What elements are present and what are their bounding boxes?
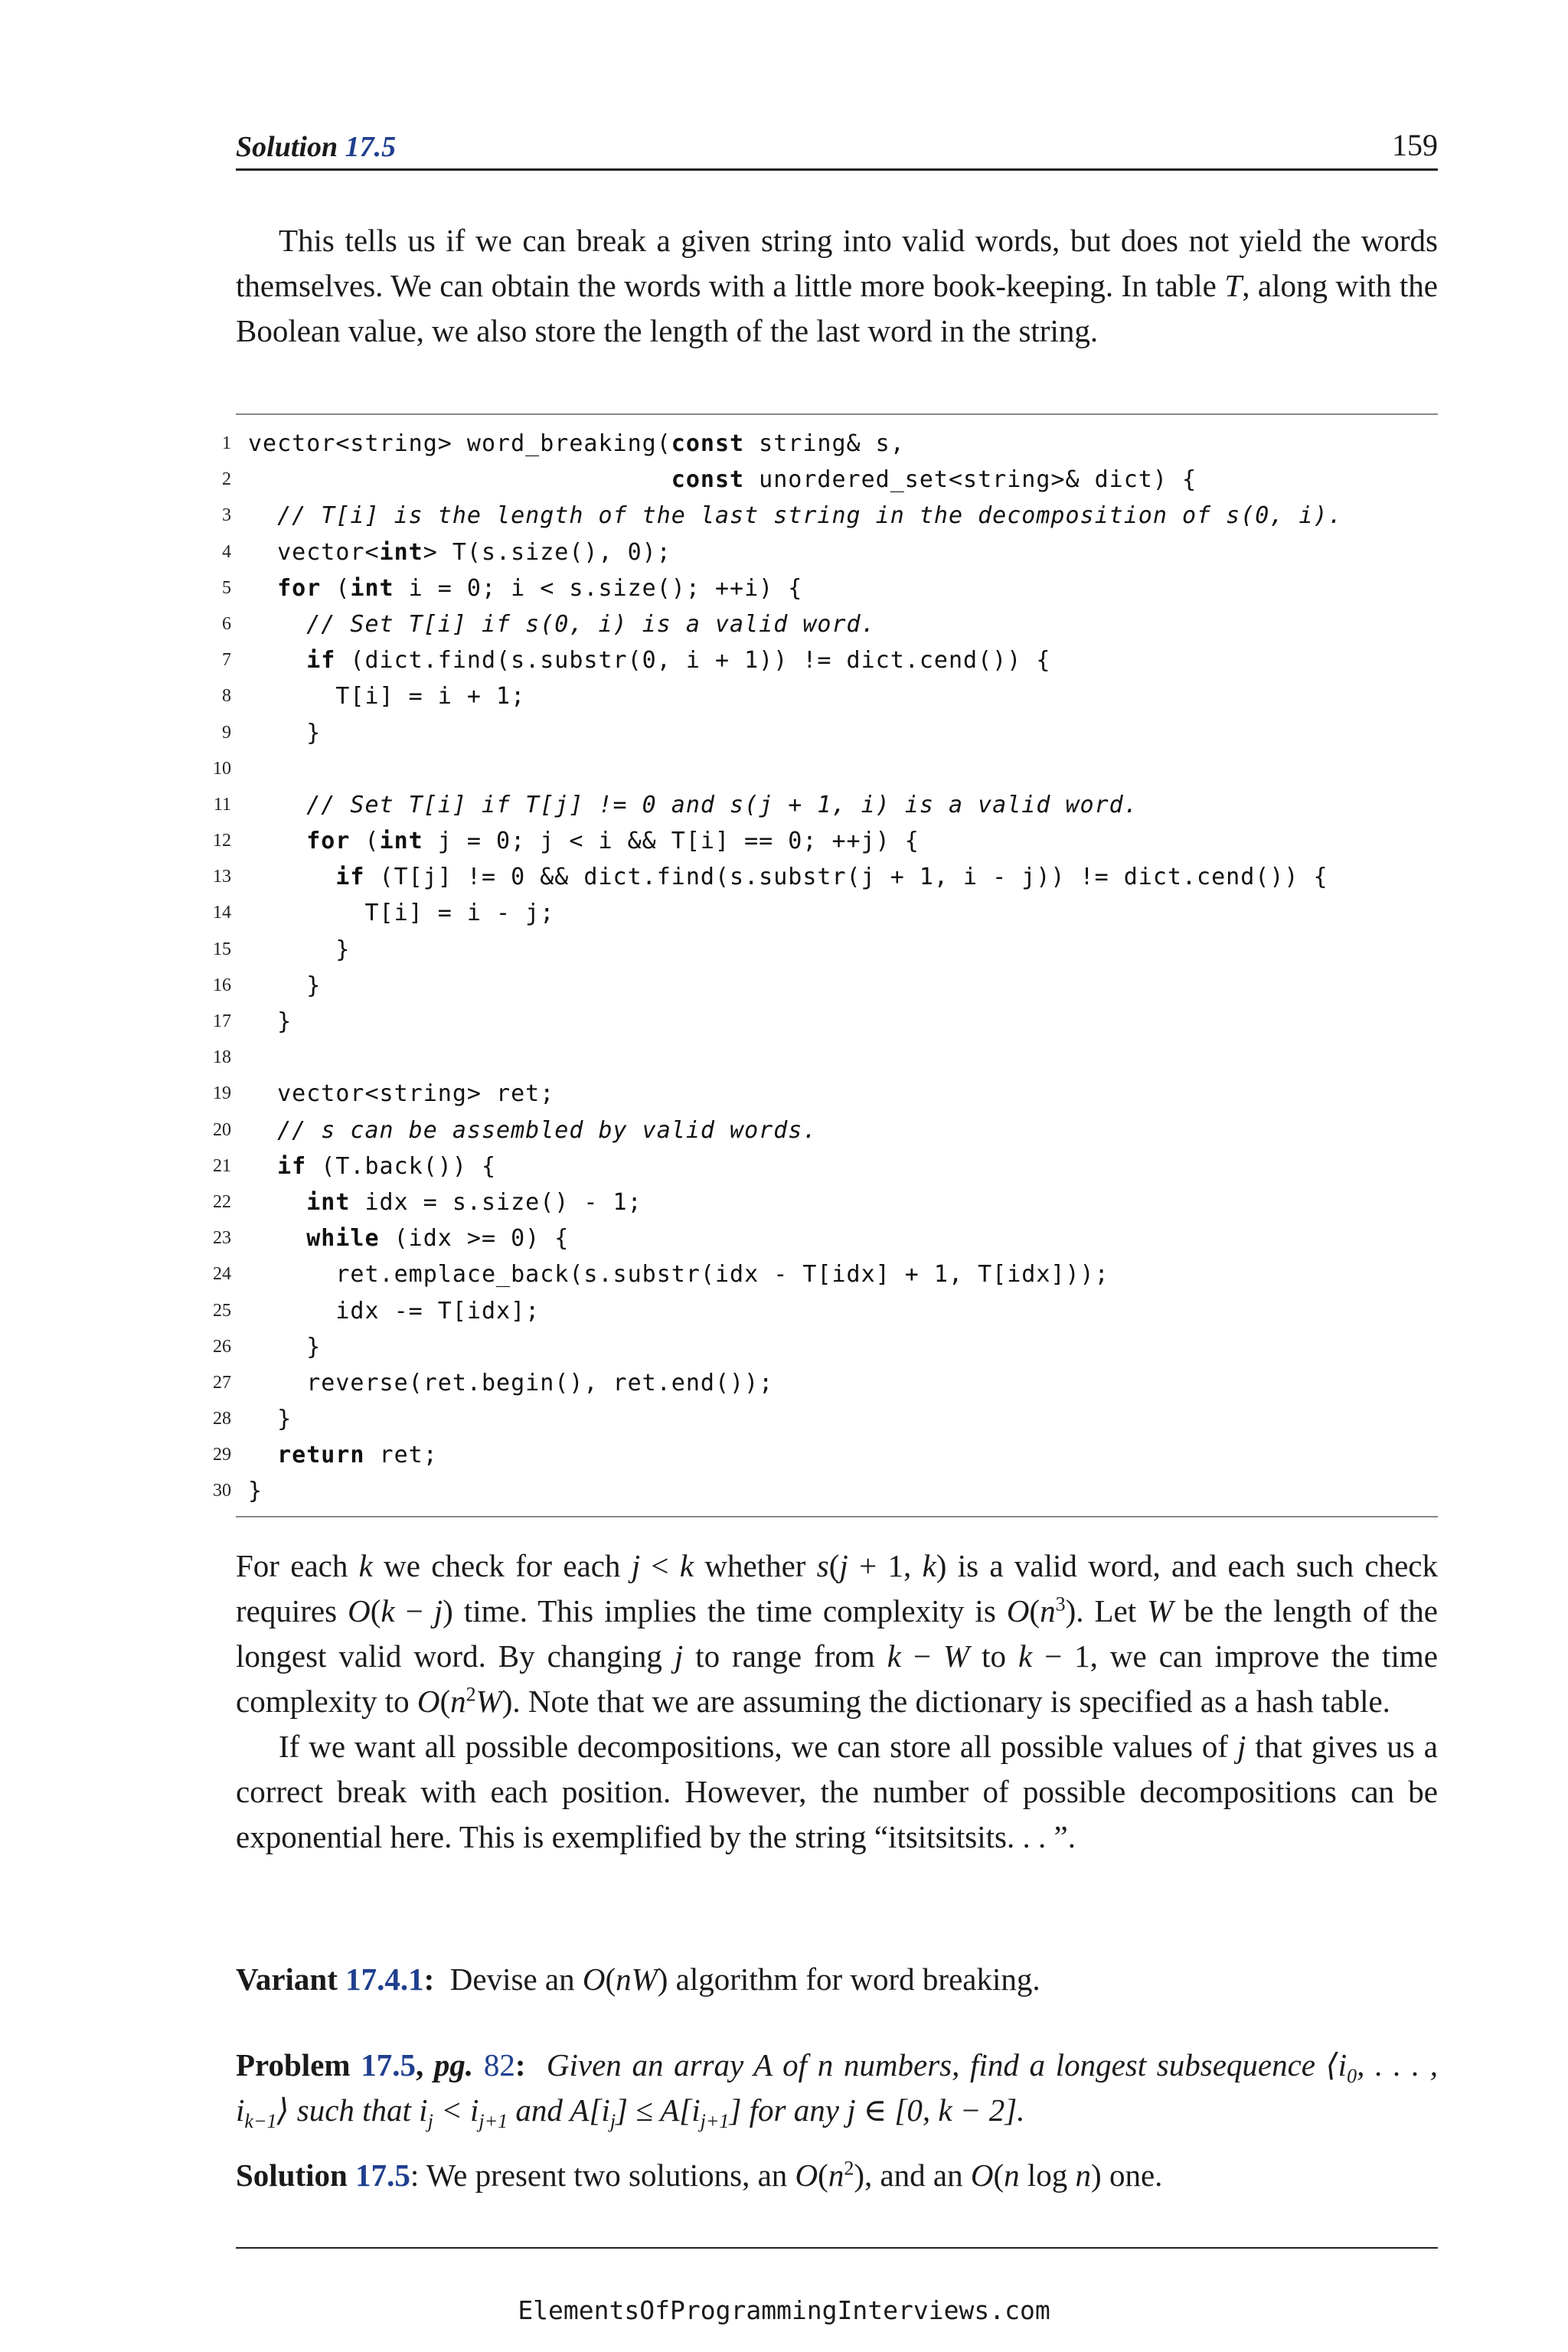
intro-paragraph [236, 218, 1438, 354]
code-line-number: 27 [213, 1372, 231, 1393]
code-line-number: 21 [213, 1155, 231, 1176]
variant-ref-link[interactable]: 17.4.1 [345, 1962, 424, 1997]
code-line [207, 968, 1447, 1004]
code-line-text: // Set T[i] if s(0, i) is a valid word. [306, 610, 876, 638]
code-line [207, 932, 1447, 968]
code-top-rule [236, 413, 1438, 415]
code-line-number: 28 [213, 1409, 231, 1429]
code-line-number: 8 [222, 686, 231, 707]
code-line-text: int idx = s.size() - 1; [306, 1188, 642, 1216]
code-line-text: // Set T[i] if T[j] != 0 and s(j + 1, i) is a valid word. [306, 791, 1138, 818]
analysis-paragraph: For each k we check for each j < k whether s(j + 1, k) is a valid word, and each such check requires O(k − j) time. This implies the time complexity is $O(n^3)$. Let W be the length of the longest valid word. By changing j to range from k − W to k − 1, we can improve the time complexity to $O(n^2W)$. Note that we are assuming the dictionary is specified as a hash table. If we want all possible decompositions, we can store all possible values of j that gives us a correct break with each position. However, the number of possible decompositions can be exponential here. This is exemplified by the string “itsitsitsits. . . ”. [236, 1544, 1438, 1860]
solution-ref-link[interactable]: 17.5 [355, 2158, 410, 2193]
code-line-number: 30 [213, 1481, 231, 1501]
code-line [207, 1293, 1447, 1329]
code-line-number: 17 [213, 1011, 231, 1031]
code-line-text: vector<int> T(s.size(), 0); [248, 538, 671, 566]
header-section-title [236, 130, 396, 164]
code-line-text: if (dict.find(s.substr(0, i + 1)) != dict.cend()) { [306, 647, 1051, 675]
code-line [207, 1112, 1447, 1148]
code-bottom-rule [236, 1516, 1438, 1517]
running-header [236, 122, 1438, 171]
code-line-text: } [248, 972, 322, 999]
solution-label: Solution [236, 2158, 348, 2193]
code-line-number: 12 [213, 831, 231, 851]
code-line [207, 534, 1447, 570]
code-line-number: 9 [222, 722, 231, 743]
code-line [207, 1401, 1447, 1437]
code-line-text: idx -= T[idx]; [248, 1297, 541, 1325]
code-line-number: 15 [213, 939, 231, 959]
code-line [207, 1365, 1447, 1401]
code-line-number: 16 [213, 975, 231, 995]
code-line [207, 823, 1447, 859]
code-line-text: T[i] = i - j; [248, 900, 555, 927]
code-line [207, 426, 1447, 462]
code-line-text: while (idx >= 0) { [306, 1225, 570, 1253]
code-line-number: 5 [222, 577, 231, 598]
code-line [207, 498, 1447, 534]
code-line [207, 1076, 1447, 1112]
footer-site: ElementsOfProgrammingInterviews.com [518, 2295, 1050, 2325]
code-line [207, 1220, 1447, 1256]
page-number: 159 [1392, 128, 1438, 162]
solution-block: Solution 17.5: We present two solutions, an $O(n^2)$, and an O(n log n) one. [236, 2157, 1163, 2193]
code-line-text: if (T.back()) { [277, 1152, 497, 1180]
intro-text-a: This tells us if we can break a given string into valid words, but does not yield the words themselves. We can obtain the words with a little more book-keeping. In table [236, 223, 1438, 303]
intro-var-T: T [1224, 268, 1243, 303]
code-line [207, 895, 1447, 931]
code-line-text: for (int i = 0; i < s.size(); ++i) { [277, 574, 803, 602]
code-line-number: 14 [213, 903, 231, 923]
code-line-number: 26 [213, 1336, 231, 1357]
header-section-ref-link[interactable]: 17.5 [345, 131, 397, 163]
code-line-number: 13 [213, 867, 231, 887]
code-line-number: 20 [213, 1119, 231, 1140]
code-line [207, 1040, 1447, 1076]
code-line [207, 859, 1447, 895]
code-line-text: T[i] = i + 1; [248, 683, 526, 710]
code-line [207, 1329, 1447, 1365]
code-line-text: if (T[j] != 0 && dict.find(s.substr(j + 1, i - j)) != dict.cend()) { [335, 864, 1328, 891]
code-line-number: 22 [213, 1191, 231, 1212]
code-line-text: } [248, 1333, 322, 1361]
code-line [207, 715, 1447, 751]
code-line-text: } [248, 936, 351, 963]
code-line-number: 10 [213, 758, 231, 779]
code-line-text: const unordered_set<string>& dict) { [671, 466, 1197, 494]
header-section-label: Solution [236, 131, 338, 163]
variant-block: Variant 17.4.1: Devise an O(nW) algorithm for word breaking. [236, 1962, 1040, 1997]
code-line [207, 1148, 1447, 1184]
code-line-number: 24 [213, 1264, 231, 1285]
code-line [207, 1256, 1447, 1292]
problem-label: Problem [236, 2047, 351, 2082]
code-line-number: 2 [222, 469, 231, 490]
problem-page-link[interactable]: 82 [483, 2047, 515, 2082]
code-line-number: 6 [222, 613, 231, 634]
code-line [207, 1473, 1447, 1509]
decompositions-paragraph: If we want all possible decompositions, we can store all possible values of j that gives us a correct break with each position. However, the number of possible decompositions can be exponential here. This is exemplified by the string “itsitsitsits. . . ”. [236, 1729, 1438, 1854]
code-line-text: // T[i] is the length of the last string in the decomposition of s(0, i). [277, 502, 1343, 530]
code-line-number: 29 [213, 1445, 231, 1465]
problem-block: Problem 17.5, pg. 82: Given an array A of n numbers, find a longest subsequence $⟨i_0$, . . . , $i_{k-1}⟩$ such that $i_j < i_{j+1}$ and $A[i_j] \le A[i_{j+1}]$ for any j ∈ [0, k − 2]. [236, 2047, 1439, 2133]
problem-ref-link[interactable]: 17.5 [361, 2047, 416, 2082]
code-line-number: 1 [222, 433, 231, 453]
code-line [207, 787, 1447, 823]
code-line [207, 570, 1447, 606]
code-line-number: 18 [213, 1047, 231, 1068]
code-line [207, 1437, 1447, 1473]
code-line-number: 25 [213, 1300, 231, 1321]
code-line-text: vector<string> word_breaking(const string& s, [248, 430, 905, 457]
code-line-text: reverse(ret.begin(), ret.end()); [248, 1369, 774, 1396]
code-line-text: return ret; [277, 1442, 438, 1469]
intro-text-b: , along with the Boolean value, we also store the length of the last word in the string. [236, 268, 1438, 348]
problem-statement: Given an array A of n numbers, find a longest subsequence $⟨i_0$, . . . , $i_{k-1}⟩$ such that $i_j < i_{j+1}$ and $A[i_j] \le A[i_{j+1}]$ for any j ∈ [0, k − 2]. [236, 2047, 1439, 2133]
code-listing [207, 426, 1447, 1510]
code-line-number: 19 [213, 1083, 231, 1104]
code-line [207, 606, 1447, 642]
code-line-number: 3 [222, 505, 231, 526]
footer-rule [236, 2247, 1438, 2249]
code-line-text: } [248, 719, 322, 746]
variant-label: Variant [236, 1962, 338, 1997]
code-line-text: for (int j = 0; j < i && T[i] == 0; ++j) { [306, 828, 920, 855]
code-line-text: } [248, 1478, 263, 1505]
code-line [207, 642, 1447, 678]
code-line-text: // s can be assembled by valid words. [277, 1116, 818, 1144]
code-line [207, 1184, 1447, 1220]
code-line-text: ret.emplace_back(s.substr(idx - T[idx] + 1, T[idx])); [248, 1261, 1109, 1289]
code-line-number: 7 [222, 650, 231, 671]
code-line [207, 751, 1447, 787]
code-line-number: 23 [213, 1228, 231, 1249]
code-line-number: 11 [213, 794, 231, 815]
code-line-text: } [248, 1008, 292, 1035]
code-line-number: 4 [222, 541, 231, 562]
code-line [207, 1004, 1447, 1040]
code-line [207, 678, 1447, 714]
code-line [207, 462, 1447, 498]
code-line-text: } [248, 1406, 292, 1433]
code-line-text: vector<string> ret; [248, 1080, 555, 1108]
